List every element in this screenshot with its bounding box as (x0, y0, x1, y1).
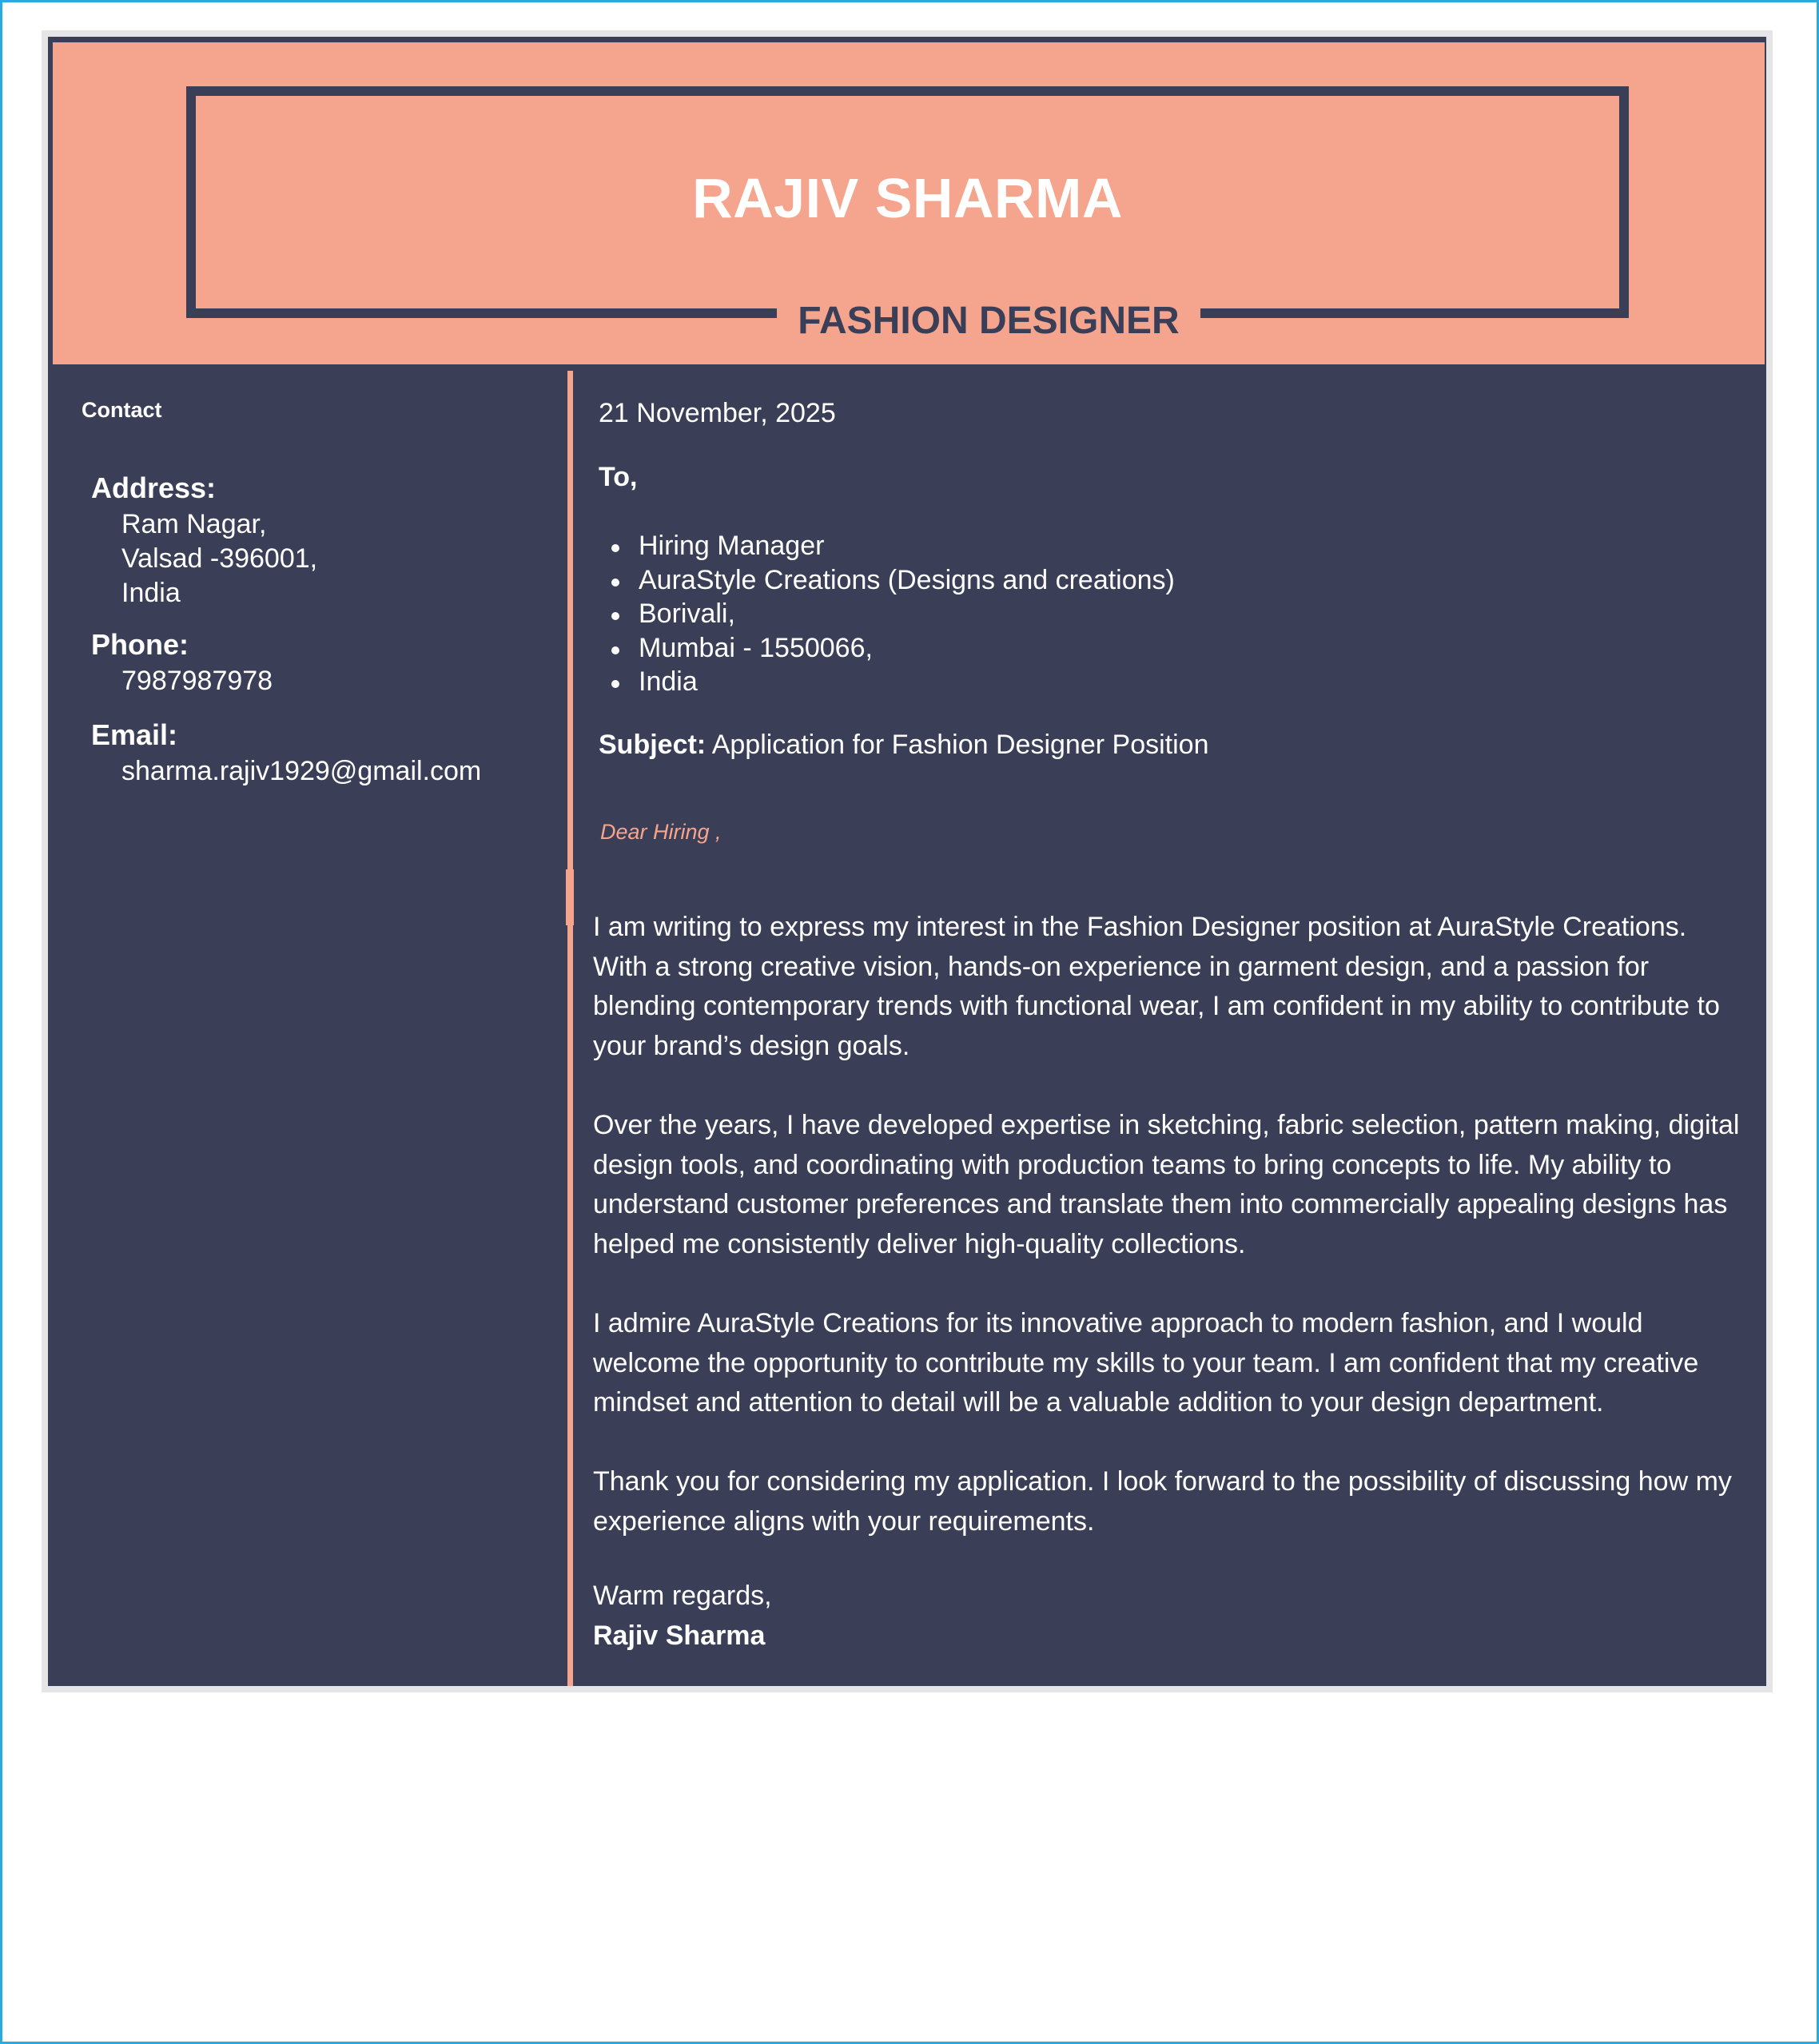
header-banner (53, 42, 1765, 367)
body-paragraph-1: I am writing to express my interest in the Fashion Designer position at AuraStyle Creations. With a strong creative vision, hands-on experience in garment design, and a passion for blending contemporary trends with functional wear, I am confident in my ability to contribute to your brand’s design goals. (593, 912, 1720, 1061)
subject-line (599, 730, 1208, 761)
subject-label: Subject: (599, 730, 707, 760)
list-item: AuraStyle Creations (Designs and creations) (639, 563, 1175, 598)
email-label: Email: (91, 718, 178, 751)
recipient-list (599, 529, 1175, 699)
job-title: FASHION DESIGNER (777, 297, 1200, 345)
subject-text: Application for Fashion Designer Position (706, 730, 1209, 760)
email-value: sharma.rajiv1929@gmail.com (121, 756, 482, 786)
column-divider-notch (566, 869, 574, 925)
cover-letter-sheet (42, 30, 1773, 1692)
body-paragraph-4: Thank you for considering my application. I look forward to the possibility of discussing how my experience aligns with your requirements. (593, 1466, 1732, 1537)
closing: Warm regards, (593, 1581, 772, 1611)
salutation: Dear Hiring , (600, 820, 722, 844)
to-label: To, (599, 462, 638, 492)
list-item: Hiring Manager (639, 529, 1175, 563)
list-item: Mumbai - 1550066, (639, 631, 1175, 666)
job-title-row (53, 297, 1765, 345)
list-item: India (639, 665, 1175, 699)
signature: Rajiv Sharma (593, 1620, 766, 1651)
list-item: Borivali, (639, 597, 1175, 631)
applicant-name: RAJIV SHARMA (692, 167, 1123, 229)
header-frame (186, 86, 1629, 318)
phone-value: 7987987978 (121, 666, 273, 696)
address-line-2: Valsad -396001, (121, 543, 318, 574)
body-paragraph-3: I admire AuraStyle Creations for its innovative approach to modern fashion, and I would welcome the opportunity to contribute my skills to your team. I am confident that my creative mindset and attention to detail will be a valuable addition to your design department. (593, 1308, 1699, 1418)
phone-label: Phone: (91, 628, 189, 661)
body-paragraph-2: Over the years, I have developed expertise in sketching, fabric selection, pattern making, digital design tools, and coordinating with production teams to bring concepts to life. My ability to understand customer preferences and translate them into commercially appealing designs has helped me consistently deliver high-quality collections. (593, 1110, 1740, 1259)
letter-date: 21 November, 2025 (599, 398, 836, 428)
column-divider (567, 371, 573, 1686)
contact-heading: Contact (82, 398, 162, 422)
address-line-3: India (121, 578, 181, 608)
address-line-1: Ram Nagar, (121, 509, 267, 539)
address-label: Address: (91, 471, 217, 504)
